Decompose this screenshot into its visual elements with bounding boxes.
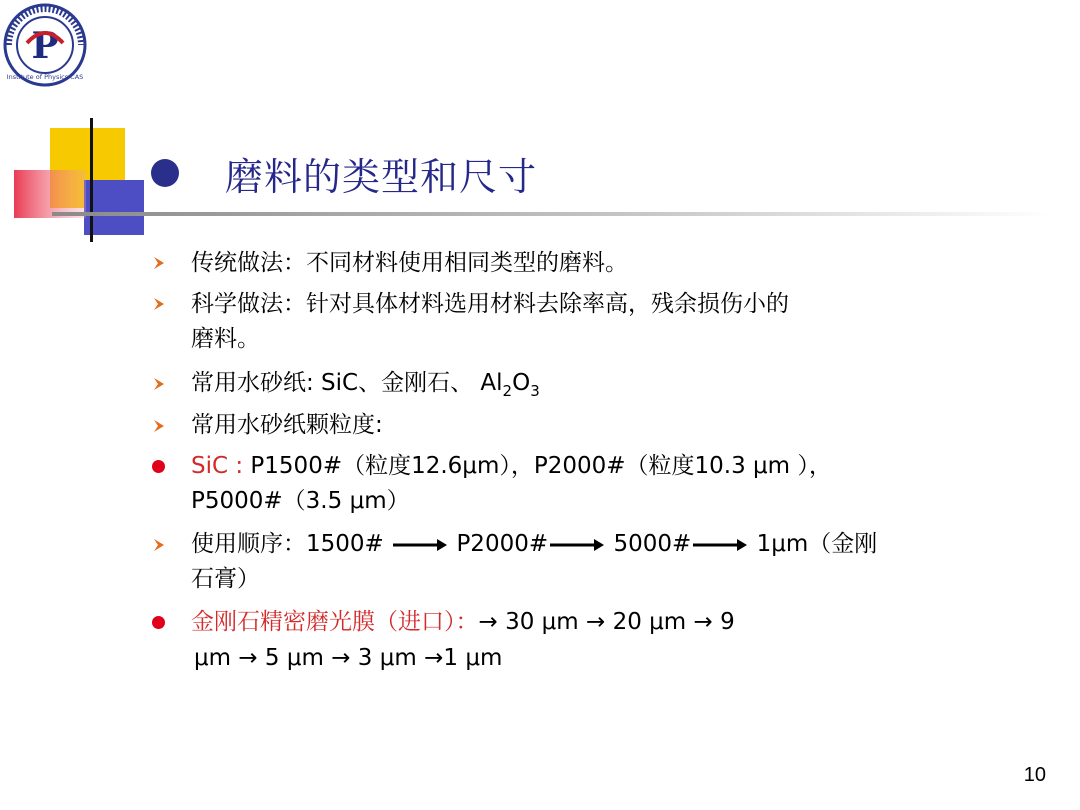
logo-emblem-letter: P xyxy=(31,25,59,67)
list-item-text xyxy=(191,607,735,637)
slide-title: 磨料的类型和尺寸 xyxy=(225,155,538,199)
red-dot-bullet-icon xyxy=(152,460,165,473)
diamond-film-label: 金刚石精密磨光膜（进口）： xyxy=(191,609,479,635)
diamond-film-sequence: → 30 μm → 20 μm → 9 xyxy=(478,609,735,635)
list-item-text-continued: 磨料。 xyxy=(191,326,260,352)
sequence-line xyxy=(191,529,877,559)
subscript-2: 2 xyxy=(502,382,513,400)
chevron-bullet-icon xyxy=(152,419,166,433)
sequence-step: 使用顺序：1500# xyxy=(191,531,384,557)
list-item-text-continued: 石膏） xyxy=(191,566,260,592)
oxygen-symbol: O xyxy=(512,370,531,396)
list-item-text: 科学做法：针对具体材料选用材料去除率高，残余损伤小的 xyxy=(191,291,789,317)
list-item-text: 传统做法：不同材料使用相同类型的磨料。 xyxy=(191,250,628,276)
abrasive-list-text: 常用水砂纸: SiC、金刚石、 Al xyxy=(191,370,503,396)
chevron-bullet-icon xyxy=(152,377,166,391)
chevron-bullet-icon xyxy=(152,256,166,270)
right-arrow-icon xyxy=(391,538,449,552)
list-item-text xyxy=(191,368,540,406)
sic-label: SiC : xyxy=(191,453,244,479)
right-arrow-icon xyxy=(548,538,606,552)
list-item-text xyxy=(191,451,832,481)
sequence-step: 5000# xyxy=(613,531,692,557)
subscript-3: 3 xyxy=(530,382,540,400)
list-item-text: 常用水砂纸颗粒度: xyxy=(191,412,383,438)
chevron-bullet-icon xyxy=(152,297,166,311)
red-dot-bullet-icon xyxy=(152,616,165,629)
list-item-text-continued: P5000#（3.5 μm） xyxy=(191,488,410,514)
sic-grades: P1500#（粒度12.6μm），P2000#（粒度10.3 μm ）， xyxy=(243,453,832,479)
page-number: 10 xyxy=(1023,764,1046,786)
logo-ring-text: Institute of Physics CAS xyxy=(6,73,84,81)
chevron-bullet-icon xyxy=(152,538,166,552)
title-bullet xyxy=(151,159,179,187)
sequence-step: 1μm（金刚 xyxy=(756,531,878,557)
title-decoration xyxy=(0,0,1080,250)
list-item-text-continued: μm → 5 μm → 3 μm →1 μm xyxy=(194,645,503,671)
right-arrow-icon xyxy=(691,538,749,552)
sequence-step: P2000# xyxy=(456,531,549,557)
